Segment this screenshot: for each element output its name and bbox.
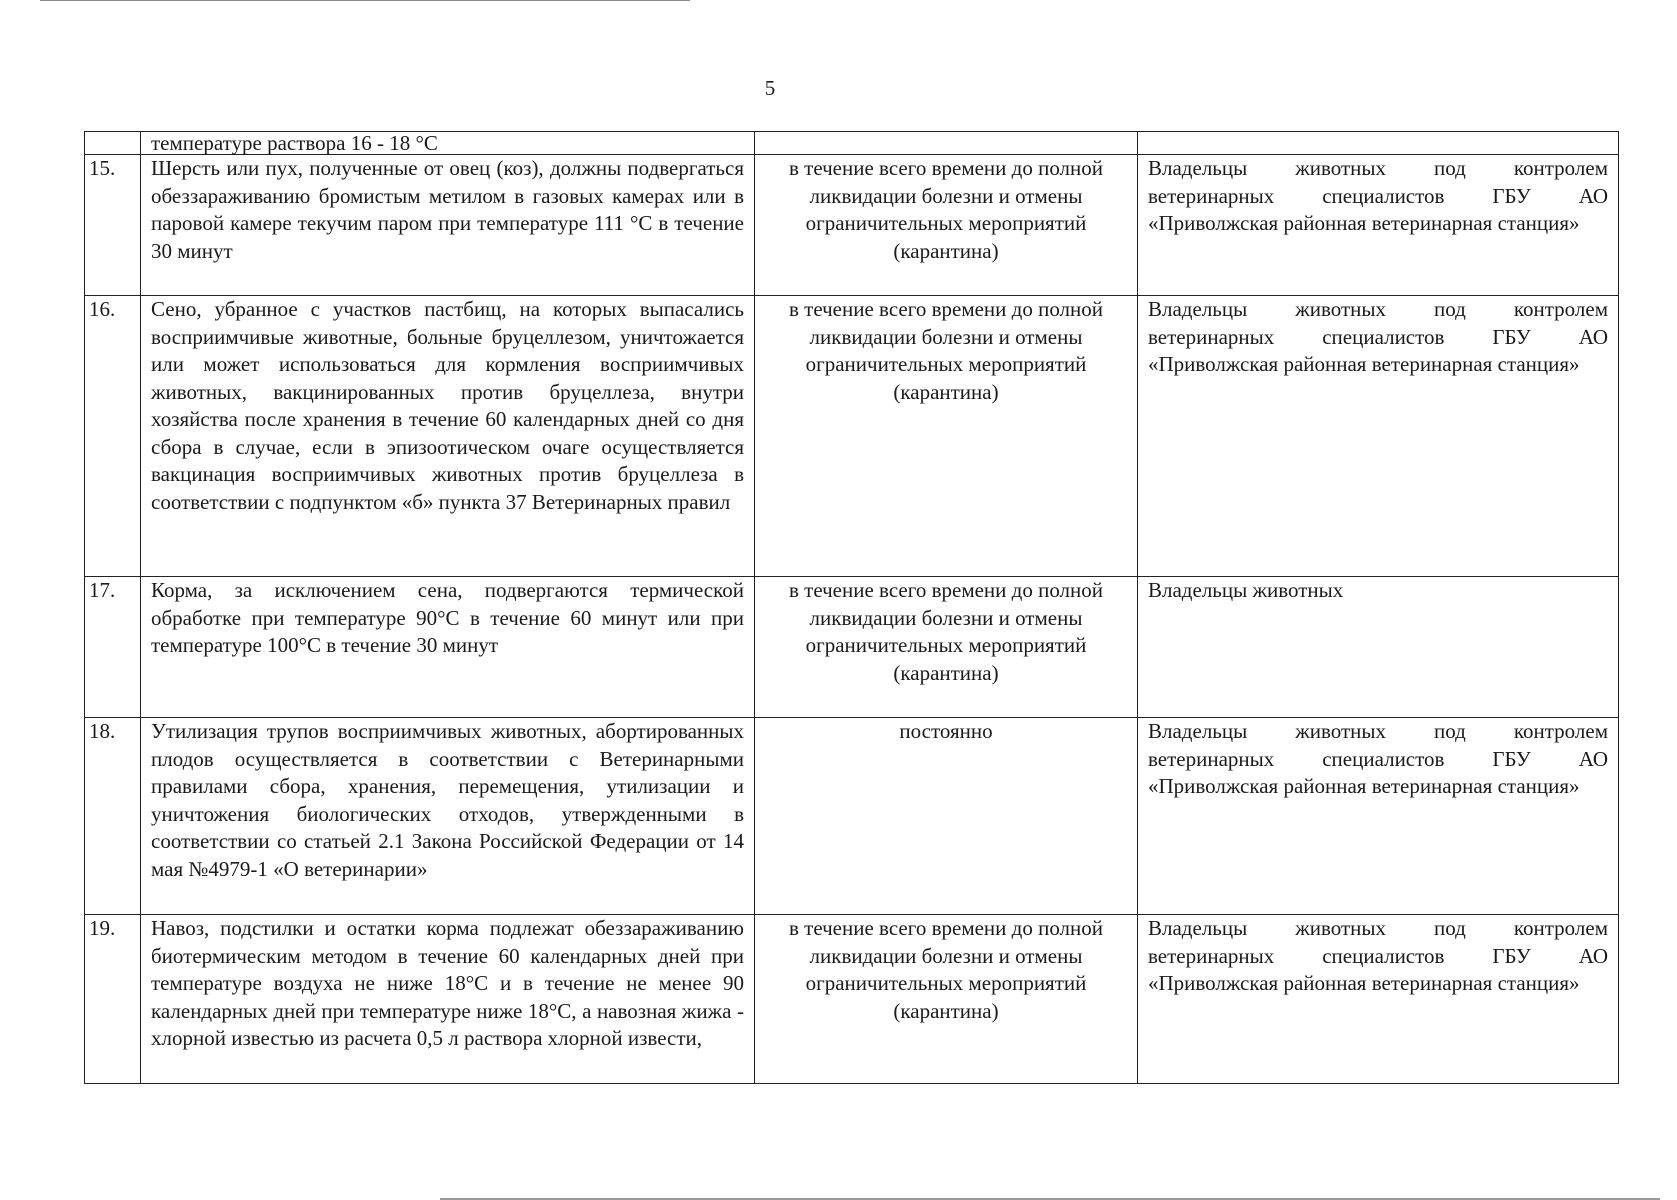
- period-text: постоянно: [755, 718, 1138, 915]
- period-text: в течение всего времени до полной ликвидации болезни и отмены ограничительных мероприятий (карантина): [755, 577, 1138, 718]
- period-text: в течение всего времени до полной ликвидации болезни и отмены ограничительных мероприятий (карантина): [755, 296, 1138, 577]
- responsible-text: Владельцы животных под контролем ветеринарных специалистов ГБУ АО «Приволжская районная ветеринарная станция»: [1138, 915, 1619, 1084]
- measure-text: Шерсть или пух, полученные от овец (коз), должны подвергаться обеззараживанию бромистым метилом в газовых камерах или в паровой камере текучим паром при температуре 111 °С в течение 30 минут: [141, 155, 755, 296]
- responsible-text: [1138, 132, 1619, 155]
- table-row: [85, 296, 1619, 577]
- measure-text: температуре раствора 16 - 18 °С: [141, 132, 755, 155]
- responsible-text: Владельцы животных под контролем ветеринарных специалистов ГБУ АО «Приволжская районная ветеринарная станция»: [1138, 718, 1619, 915]
- table-row-continuation: [85, 132, 1619, 155]
- period-text: в течение всего времени до полной ликвидации болезни и отмены ограничительных мероприятий (карантина): [755, 155, 1138, 296]
- measures-table: [84, 131, 1619, 1084]
- measure-text: Утилизация трупов восприимчивых животных, абортированных плодов осуществляется в соответствии с Ветеринарными правилами сбора, хранения, перемещения, утилизации и уничтожения биологических отходов, утвержденными в соответствии со статьей 2.1 Закона Российской Федерации от 14 мая №4979-1 «О ветеринарии»: [141, 718, 755, 915]
- page-number: 5: [764, 76, 776, 100]
- responsible-text: Владельцы животных под контролем ветеринарных специалистов ГБУ АО «Приволжская районная ветеринарная станция»: [1138, 296, 1619, 577]
- measure-text: Сено, убранное с участков пастбищ, на которых выпасались восприимчивые животные, больные бруцеллезом, уничтожается или может использоваться для кормления восприимчивых животных, вакцинированных против бруцеллеза, внутри хозяйства после хранения в течение 60 календарных дней со дня сбора в случае, если в эпизоотическом очаге осуществляется вакцинация восприимчивых животных против бруцеллеза в соответствии с подпунктом «б» пункта 37 Ветеринарных правил: [141, 296, 755, 577]
- measure-text: Корма, за исключением сена, подвергаются термической обработке при температуре 90°С в течение 60 минут или при температуре 100°С в течение 30 минут: [141, 577, 755, 718]
- period-text: в течение всего времени до полной ликвидации болезни и отмены ограничительных мероприятий (карантина): [755, 915, 1138, 1084]
- row-number: 19.: [85, 915, 141, 1084]
- row-number: [85, 132, 141, 155]
- table-row: [85, 577, 1619, 718]
- scan-edge-line: [40, 0, 690, 1]
- row-number: 16.: [85, 296, 141, 577]
- row-number: 18.: [85, 718, 141, 915]
- table-row: [85, 718, 1619, 915]
- row-number: 15.: [85, 155, 141, 296]
- table-row: [85, 915, 1619, 1084]
- responsible-text: Владельцы животных: [1138, 577, 1619, 718]
- period-text: [755, 132, 1138, 155]
- measure-text: Навоз, подстилки и остатки корма подлежат обеззараживанию биотермическим методом в течение 60 календарных дней при температуре воздуха не ниже 18°С и в течение не менее 90 календарных дней при температуре ниже 18°С, а навозная жижа - хлорной известью из расчета 0,5 л раствора хлорной извести,: [141, 915, 755, 1084]
- responsible-text: Владельцы животных под контролем ветеринарных специалистов ГБУ АО «Приволжская районная ветеринарная станция»: [1138, 155, 1619, 296]
- row-number: 17.: [85, 577, 141, 718]
- table-row: [85, 155, 1619, 296]
